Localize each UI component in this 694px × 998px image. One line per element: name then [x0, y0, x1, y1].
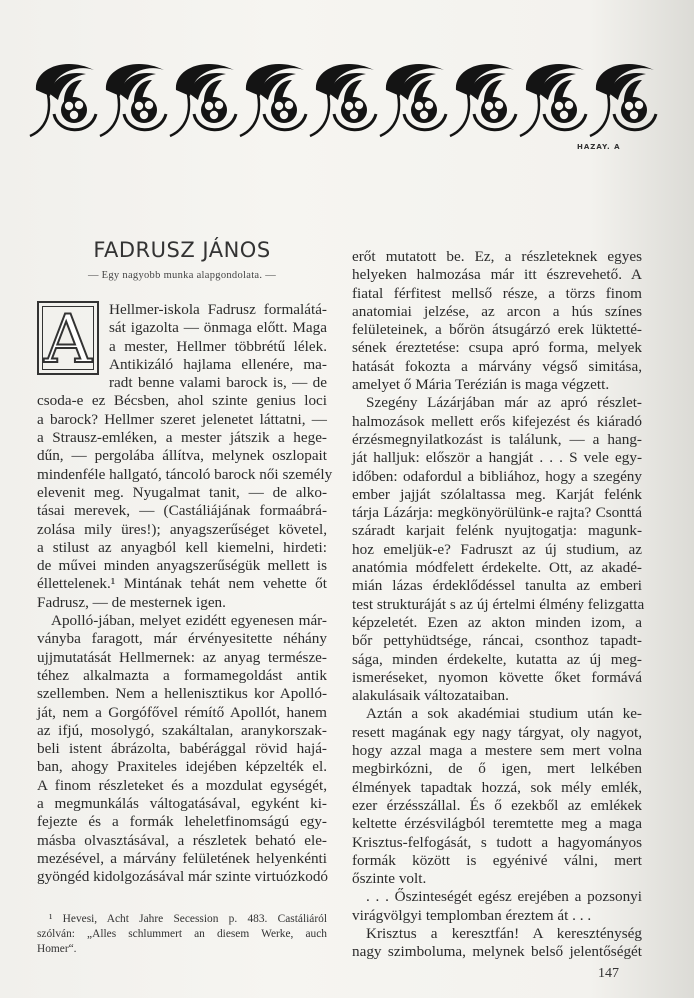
text-line: ezer érzésszállal. És ő ezekből az emlékek: [352, 796, 642, 814]
text-line: az ifjú, mosolygó, szakáltalan, aranykorszak-: [37, 721, 327, 739]
text-line: a stilust az anyagból kell kiemelni, hirdeti:: [37, 538, 327, 556]
text-line: Krisztus a keresztfán! A kereszténység: [366, 924, 642, 942]
text-line: halmozások mellett erős kifejezést és kiáradó: [352, 412, 642, 430]
text-line: őszinte volt.: [352, 870, 427, 888]
text-line: felületeinek, a bőrön átsugárzó erek lüktetté-: [352, 321, 642, 339]
page-number: 147: [598, 966, 619, 981]
text-line: anatomiai jelzése, az arcon a hús színes: [352, 302, 642, 320]
left-text-column: [37, 301, 333, 887]
text-line: képzeletét. Ezen az akton minden izom, a: [352, 613, 642, 631]
text-line: amelyet ő Mária Terézián is maga végzett.: [352, 376, 610, 394]
text-line: zolása mily üres!); anyagszerűséget követel,: [37, 520, 327, 538]
drop-cap-letter: A: [44, 301, 92, 378]
text-line: A finom részleteket és a mozdulat egységét,: [37, 776, 327, 794]
article-subtitle: — Egy nagyobb munka alapgondolata. —: [87, 270, 277, 281]
text-line: nagy szimboluma, melynek belső jelentőségét: [352, 943, 642, 961]
text-line: gyöngéd kidolgozásával már szinte virtuózkodó: [37, 868, 329, 886]
text-line: beli istent ábrázolta, babérággal rövid hajá-: [37, 740, 327, 758]
text-line: Krisztus-felfogását, s tudott a hagyományos: [352, 833, 642, 851]
text-line: erőt mutatott be. Ez, a részleteknek egyes: [352, 248, 642, 265]
text-line: száradt karjait felénk nyujtogatja: magunk-: [352, 522, 642, 540]
article-title: FADRUSZ JÁNOS: [93, 238, 271, 262]
text-line: ját, nem a Gorgófővel rémítő Apollót, hanem: [37, 703, 327, 721]
footnote-line: szólván: „Alles schlummert an diesem Werke, auch: [37, 928, 327, 940]
text-line: Fadrusz, — de mesternek igen.: [37, 593, 226, 611]
ornament-motif: [520, 64, 586, 136]
ornament-motif: [590, 64, 656, 136]
text-line: bőr pettyhüdtsége, ráncai, csonthoz tapadt-: [352, 632, 642, 650]
text-line: mián lázas érdeklődéssel tanulta az emberi: [352, 577, 642, 595]
text-line: mezésével, a márvány felületének helyenkénti: [37, 849, 327, 867]
ornament-motif: [170, 64, 236, 136]
artist-signature: HAZAY. A: [577, 143, 621, 151]
decorative-header-ornament: [28, 60, 658, 140]
ornament-motif: [380, 64, 446, 136]
text-line: formák között is egyénivé válni, mert: [352, 851, 642, 869]
text-line: resett magának egy nagy tárgyat, oly nagyot,: [352, 723, 642, 741]
text-line: keltette érzésvilágból teremtette meg a maga: [352, 815, 642, 833]
text-line: Aztán a sok akadémiai studium után ke-: [366, 705, 642, 723]
text-line: de művei minden anyagszerűségük mellett is: [37, 557, 327, 575]
text-line: ember jajját szólaltassa meg. Karját felénk: [352, 485, 642, 503]
text-line: . . . Őszinteségét egész erejében a pozsonyi: [366, 888, 642, 906]
footnote: [37, 912, 327, 957]
text-line: ujjmutatását Hellmernek: az anyag természe-: [37, 648, 327, 666]
text-line: hatását fokozta a márvány végső simitása,: [352, 357, 642, 375]
text-line: virágvölgyi templomban éreztem át . . .: [352, 906, 592, 924]
footnote-line: Homer“.: [37, 943, 77, 955]
text-line: élmények tapadtak hozzá, sok mély emlék,: [352, 778, 642, 796]
text-line: Szegény Lázárjában már az apró részlet-: [366, 394, 642, 412]
ornament-motif: [240, 64, 306, 136]
text-line: csoda-e ez Bécsben, ahol szinte genius loci: [37, 392, 327, 410]
text-line: a megmunkálás váltogatásával, egyként ki-: [37, 795, 327, 813]
text-line: másba olvasztásával, a részletek beható ele-: [37, 831, 327, 849]
text-line: érzésmegnyilatkozást is találunk, — a hang-: [352, 430, 642, 448]
ornament-motif: [30, 64, 96, 136]
text-line: hogy azzal maga a mestere sem mert volna: [352, 742, 642, 760]
text-line: anatómia módfelett érdekelte. Ott, az akadé-: [352, 559, 642, 577]
text-line: Hellmer-iskola Fadrusz formalátá-: [109, 301, 327, 318]
text-line: sága, minden érdekelte, kutatta az új meg-: [352, 650, 642, 668]
ornament-motif: [310, 64, 376, 136]
text-line: időben: odafordul a bibliához, hogy a szegény: [352, 467, 642, 485]
text-line: test strukturáját s az új értelmi élmény felizgatta: [352, 595, 645, 613]
text-line: sének éreztetése: csupa apró forma, melyek: [352, 339, 642, 357]
ornament-motif: [450, 64, 516, 136]
right-text-column: [352, 248, 645, 962]
text-line: a Strausz-emléken, a mester játszik a hege-: [37, 429, 327, 447]
text-line: a mester, Hellmer többrétű lélek.: [109, 337, 327, 355]
text-line: radt benne valami barock is, — de: [109, 374, 327, 392]
text-line: fiatal férfitest mellső része, a törzs finom: [352, 284, 642, 302]
text-line: megbirkózni, de ő igen, mert lelkében: [352, 760, 642, 778]
text-line: Antikizáló hajlama ellenére, ma-: [109, 355, 327, 373]
text-line: elevenit meg. Nyugalmat tanit, — de alko-: [37, 483, 327, 501]
text-line: ban, ahogy Praxiteles idejében képzelték el.: [37, 758, 327, 776]
text-line: tárja Lázárja: megkönyörülünk-e rajta? Csonttá: [352, 504, 642, 522]
text-line: éllettelenek.¹ Mintának tehát nem vehette őt: [37, 575, 327, 593]
footnote-line: ¹ Hevesi, Acht Jahre Secession p. 483. Castáliáról: [49, 913, 327, 925]
text-line: dűn, — pergolába állítva, melynek oszlopait: [37, 447, 327, 465]
text-line: helyeken halmozása már itt észrevehető. A: [352, 266, 642, 284]
text-line: sát igazolta — önmaga előtt. Maga: [109, 319, 327, 337]
text-line: a barock? Hellmer szeret jelenetet láttatni, —: [37, 410, 327, 428]
text-line: mindenféle hallgató, táncoló barock női személy: [37, 465, 333, 483]
text-line: tásai merevek, — (Castáliájának formaábrá-: [37, 502, 327, 520]
text-line: Apolló-jában, melyet ezidétt egyenesen már-: [51, 612, 327, 630]
text-line: szellemben. Nem a hellenisztikus kor Apolló-: [37, 685, 327, 703]
text-line: ismeréseket, nyomon követte őket formává: [352, 668, 642, 686]
text-line: ványba faragott, már érvényesitette néhány: [37, 630, 327, 648]
text-line: téhez alkalmazta a formamegoldást antik: [37, 666, 327, 684]
text-line: ját halljuk: először a hangját . . . S vele egy-: [352, 449, 642, 467]
ornament-motif: [100, 64, 166, 136]
text-line: hoz emeljük-e? Fadruszt az új studium, az: [352, 540, 642, 558]
text-line: fejezte és a formák leheletfinomságú egy-: [37, 813, 327, 831]
text-line: alakulásaik változataiban.: [352, 687, 509, 705]
